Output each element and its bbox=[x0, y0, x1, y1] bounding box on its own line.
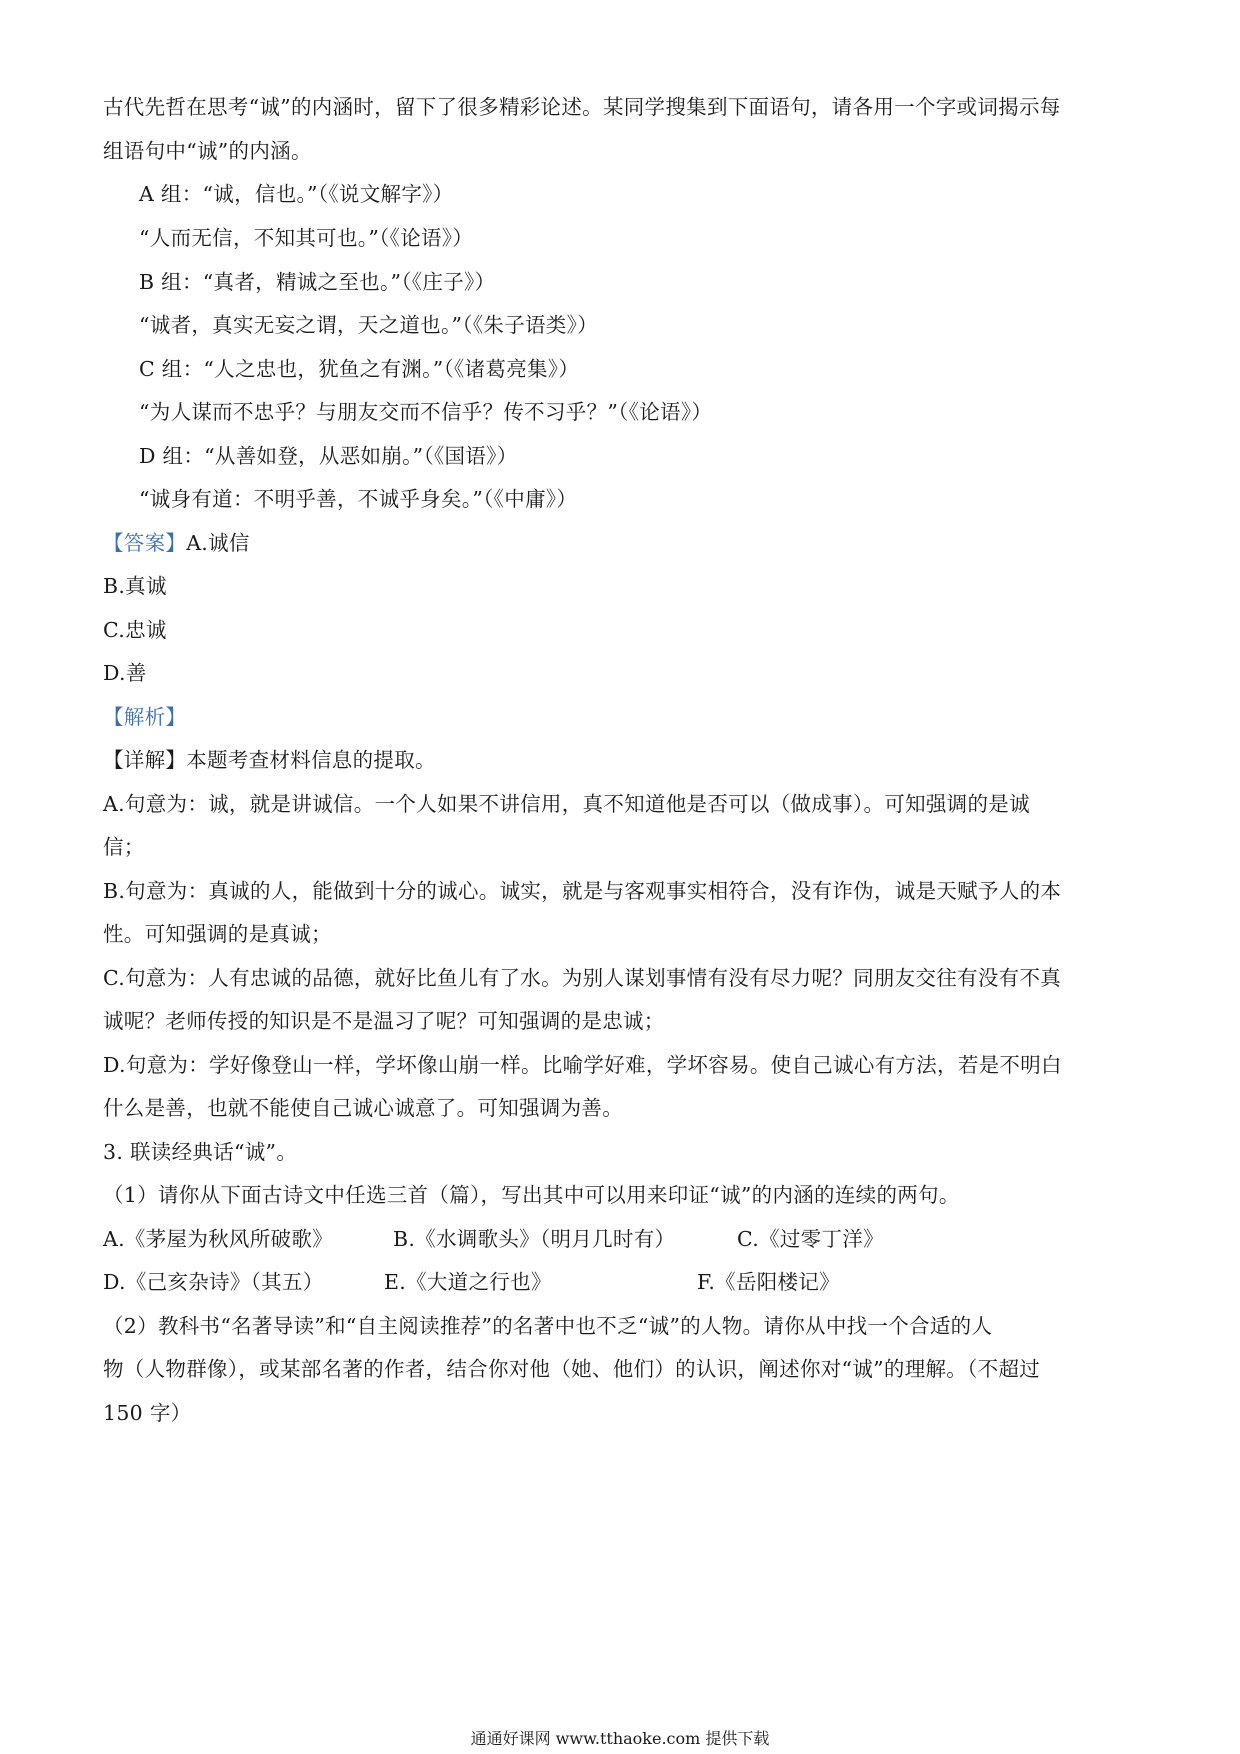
intro-line-1: 古代先哲在思考“诚”的内涵时，留下了很多精彩论述。某同学搜集到下面语句，请各用一个字或词揭示每 bbox=[103, 95, 1061, 119]
analysis-d-line-1: D.句意为：学好像登山一样，学坏像山崩一样。比喻学好难，学坏容易。使自己诚心有方法，若是不明白 bbox=[103, 1053, 1062, 1077]
option-e: E.《大道之行也》 bbox=[384, 1270, 552, 1294]
analysis-tag: 【解析】 bbox=[103, 705, 187, 729]
analysis-c-line-1: C.句意为：人有忠诚的品德，就好比鱼儿有了水。为别人谋划事情有没有尽力呢？同朋友交往有没有不真 bbox=[103, 966, 1062, 990]
group-d-quote-1: D 组：“从善如登，从恶如崩。”（《国语》） bbox=[139, 444, 518, 468]
analysis-c-line-2: 诚呢？老师传授的知识是不是温习了呢？可知强调的是忠诚； bbox=[103, 1009, 665, 1033]
analysis-a-line-1: A.句意为：诚，就是讲诚信。一个人如果不讲信用，真不知道他是否可以（做成事）。可知强调的是诚 bbox=[103, 792, 1030, 816]
group-c-quote-1: C 组：“人之忠也，犹鱼之有渊。”（《诸葛亮集》） bbox=[139, 357, 580, 381]
detail-line: 【详解】本题考查材料信息的提取。 bbox=[103, 748, 436, 772]
intro-line-2: 组语句中“诚”的内涵。 bbox=[103, 139, 312, 163]
option-b: B.《水调歌头》（明月几时有） bbox=[393, 1227, 676, 1251]
group-c-quote-2: “为人谋而不忠乎？与朋友交而不信乎？传不习乎？”（《论语》） bbox=[139, 400, 713, 424]
answer-d: D.善 bbox=[103, 661, 147, 685]
analysis-a-line-2: 信； bbox=[103, 835, 145, 859]
option-c: C.《过零丁洋》 bbox=[737, 1227, 884, 1251]
answer-a: A.诚信 bbox=[186, 531, 250, 555]
option-d: D.《己亥杂诗》（其五） bbox=[103, 1270, 324, 1294]
group-a-quote-1: A 组：“诚，信也。”（《说文解字》） bbox=[139, 182, 454, 206]
question-3-part-2-line-3: 150 字） bbox=[103, 1401, 192, 1425]
group-b-quote-2: “诚者，真实无妄之谓，天之道也。”（《朱子语类》） bbox=[139, 313, 598, 337]
analysis-b-line-1: B.句意为：真诚的人，能做到十分的诚心。诚实，就是与客观事实相符合，没有诈伪，诚是天赋予人的本 bbox=[103, 879, 1062, 903]
answer-b: B.真诚 bbox=[103, 574, 167, 598]
group-a-quote-2: “人而无信，不知其可也。”（《论语》） bbox=[139, 226, 474, 250]
group-b-quote-1: B 组：“真者，精诚之至也。”（《庄子》） bbox=[139, 270, 496, 294]
answer-line bbox=[103, 529, 250, 557]
analysis-d-line-2: 什么是善，也就不能使自己诚心诚意了。可知强调为善。 bbox=[103, 1096, 623, 1120]
answer-c: C.忠诚 bbox=[103, 618, 167, 642]
group-d-quote-2: “诚身有道：不明乎善，不诚乎身矣。”（《中庸》） bbox=[139, 487, 578, 511]
question-3-part-2-line-1: （2）教科书“名著导读”和“自主阅读推荐”的名著中也不乏“诚”的人物。请你从中找一个合适的人 bbox=[103, 1314, 993, 1338]
question-3-part-2-line-2: 物（人物群像），或某部名著的作者，结合你对他（她、他们）的认识，阐述你对“诚”的理解。（不超过 bbox=[103, 1357, 1041, 1381]
question-3-title: 3. 联读经典话“诚”。 bbox=[103, 1140, 298, 1164]
question-3-part-1: （1）请你从下面古诗文中任选三首（篇），写出其中可以用来印证“诚”的内涵的连续的两句。 bbox=[103, 1183, 960, 1207]
answer-tag: 【答案】 bbox=[103, 531, 187, 555]
option-f: F.《岳阳楼记》 bbox=[697, 1270, 840, 1294]
footer-source: 通通好课网 www.tthaoke.com 提供下载 bbox=[470, 1729, 770, 1748]
option-a: A.《茅屋为秋风所破歌》 bbox=[103, 1227, 333, 1251]
analysis-b-line-2: 性。可知强调的是真诚； bbox=[103, 922, 332, 946]
